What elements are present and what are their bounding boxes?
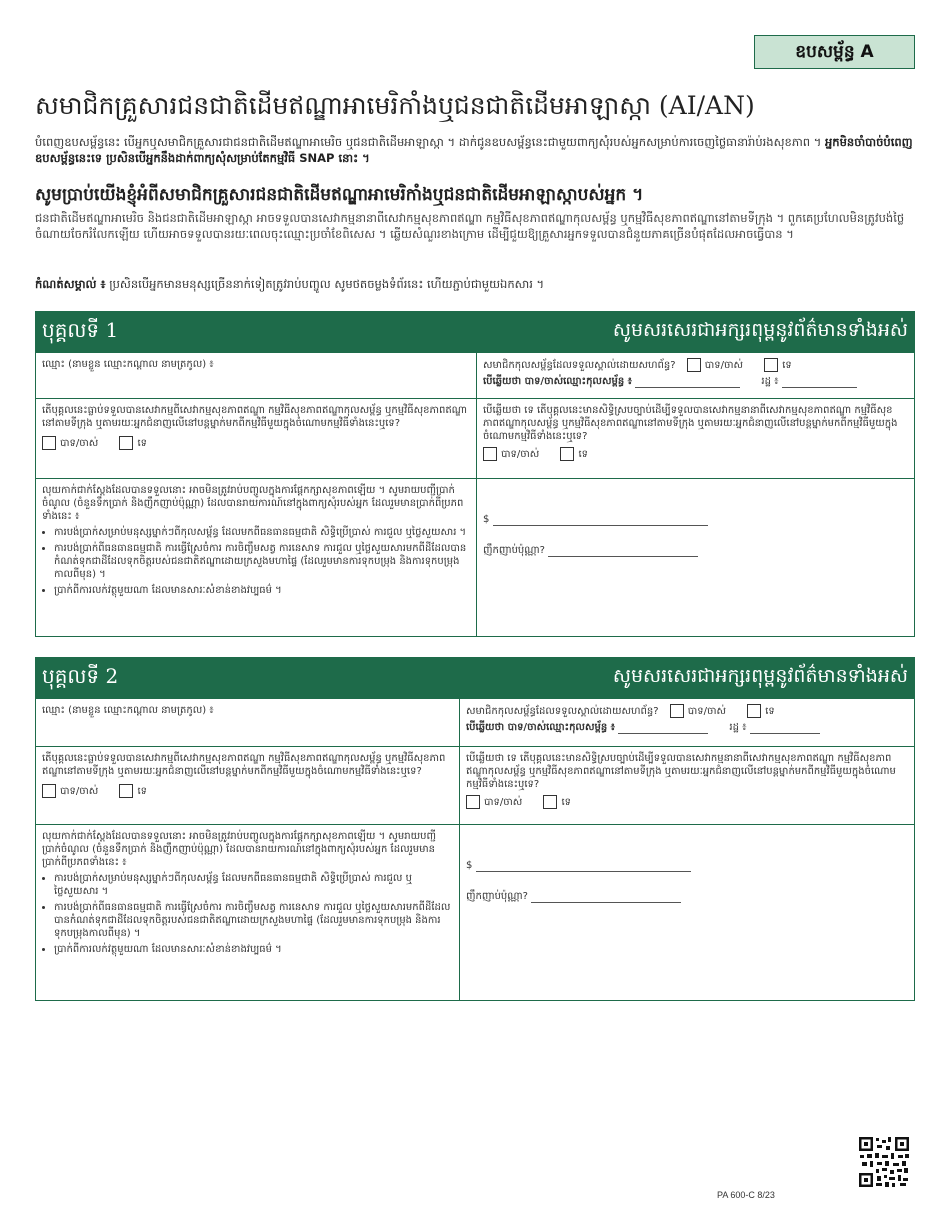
person-1-received-no-checkbox[interactable] (119, 436, 133, 450)
person-2-eligible-no-checkbox[interactable] (543, 795, 557, 809)
person-2-frequency-input[interactable] (531, 892, 681, 903)
person-1-income-intro: លុយកាក់ជាក់ស្តែងដែលបានទទួលនោះ អាចមិនត្រូវរាប់បញ្ចូលក្នុងការផ្តែកក្សាសុខភាពឡើយ ។ សូមរាយបញ្ជីប្រាក់ចំណូល (ចំនួនទឹកប្រាក់ និងញឹកញាប់ប៉ុណ្ណា) ដែលបានរាយការណ៍នៅក្នុងពាក្យសុំរបស់អ្នក ដែលរួមមានប្រាក់ពីប្រភពទាំងនេះ ៖ (42, 485, 464, 522)
person-1-eligible-yes-checkbox[interactable] (483, 447, 497, 461)
person-2-income-intro: លុយកាក់ជាក់ស្តែងដែលបានទទួលនោះ អាចមិនត្រូវរាប់បញ្ចូលក្នុងការផ្តែកក្សាសុខភាពឡើយ ។ សូមរាយបញ្ជីប្រាក់ចំណូល (ចំនួនទឹកប្រាក់ និងញឹកញាប់ប៉ុណ្ណា) ដែលបានរាយការណ៍នៅក្នុងពាក្យសុំរបស់អ្នក ដែលរួមមានប្រាក់ពីប្រភពទាំងនេះ ៖ (42, 831, 437, 868)
person-1-received-yes-checkbox[interactable] (42, 436, 56, 450)
person-1-amount-cell (476, 479, 914, 636)
form-id: PA 600-C 8/23 (717, 1190, 775, 1200)
intro-bold-text: អ្នកមិនចាំបាច់បំពេញឧបសម្ព័ន្ធនេះទេ ប្រសិនបើអ្នកនឹងដាក់ពាក្យសុំសម្រាប់តែកម្មវិធី SNAP នោះ ។ (35, 135, 913, 165)
person-1-received-cell (36, 399, 476, 478)
person-2-member-yes-checkbox[interactable] (670, 704, 684, 718)
person-2-section (35, 657, 915, 1001)
person-1-eligible-cell (476, 399, 914, 478)
person-2-member-no-label: ទេ (765, 705, 775, 717)
person-2-header (36, 658, 914, 698)
person-1-frequency-input[interactable] (548, 546, 698, 557)
person-1-received-question: តើបុគ្គលនេះធ្លាប់ទទួលបានសេវាកម្មពីសេវាកម្មសុខភាពឥណ្ឌា កម្មវិធីសុខភាពឥណ្ឌាកុលសម្ព័ន្ធ ឬកម្មវិធីសុខភាពឥណ្ឌានៅតាមទីក្រុង ឬតាមរយៈអ្នកជំនាញលើនៅបន្តម្នាក់មកពីកម្មវិធីមួយក្នុងចំណោមកម្មវិធីទាំងនេះឬទេ? (42, 405, 468, 429)
person-2-amount-input[interactable] (476, 861, 691, 872)
person-1-tribe-input[interactable] (635, 377, 740, 388)
person-2-instruction: សូមសរសេរជាអក្សរពុម្ពនូវព័ត៌មានទាំងអស់ (612, 665, 908, 687)
person-1-eligible-no-checkbox[interactable] (560, 447, 574, 461)
person-2-received-cell (36, 747, 459, 824)
person-1-header (36, 312, 914, 352)
person-1-name-field[interactable] (36, 353, 476, 398)
person-2-member-no-checkbox[interactable] (747, 704, 761, 718)
bullet-item: • ការបង់ប្រាក់ពីធនធានធម្មជាតិ ការធ្វើស្រែចំការ ការចិញ្ចឹមសត្វ ការនេសាទ ការជួល ឬថ្លៃសួយសារមកពីដីដែលបានកំណត់ទុកជាដីដែលទុកចិត្តរបស់ជនជាតិឥណ្ឌាដោយក្រសួងមហាផ្ទៃ (ដែលរួមមានការទុកបម្រុង និងការទុកបម្រុងកាលពីមុន) ។ (54, 542, 470, 581)
person-2-income-bullets (42, 872, 453, 956)
person-2-received-no-label: ទេ (137, 785, 147, 797)
person-1-income-bullets (42, 526, 470, 597)
person-2-income-cell (36, 825, 459, 1000)
bullet-item: • ប្រាក់ពីការលក់វត្ថុមួយណា ដែលមានសារៈសំខាន់ខាងវប្បធម៌ ។ (54, 584, 470, 597)
person-1-member-no-checkbox[interactable] (764, 358, 778, 372)
person-1-label: បុគ្គលទី 1 (42, 318, 119, 342)
bullet-item: • ប្រាក់ពីការលក់វត្ថុមួយណា ដែលមានសារៈសំខាន់ខាងវប្បធម៌ ។ (54, 943, 453, 956)
person-2-eligible-cell (459, 747, 914, 824)
person-1-member-yes-checkbox[interactable] (687, 358, 701, 372)
person-1-member-yes-label: បាទ/ចាស់ (704, 359, 744, 371)
person-2-name-label: ឈ្មោះ (នាមខ្លួន ឈ្មោះកណ្តាល នាមត្រកូល) ៖ (42, 705, 214, 716)
person-2-received-question: តើបុគ្គលនេះធ្លាប់ទទួលបានសេវាកម្មពីសេវាកម្មសុខភាពឥណ្ឌា កម្មវិធីសុខភាពឥណ្ឌាកុលសម្ព័ន្ធ ឬកម្មវិធីសុខភាពឥណ្ឌានៅតាមទីក្រុង ឬតាមរយៈអ្នកជំនាញលើនៅបន្តម្នាក់មកពីកម្មវិធីមួយក្នុងចំណោមកម្មវិធីទាំងនេះឬទេ? (42, 753, 446, 777)
person-1-name-label: ឈ្មោះ (នាមខ្លួន ឈ្មោះកណ្តាល នាមត្រកូល) ៖ (42, 359, 214, 370)
person-1-income-cell (36, 479, 476, 636)
person-2-eligible-yes-checkbox[interactable] (466, 795, 480, 809)
person-1-tribe-label: បើឆ្លើយថា បាទ/ចាស់ឈ្មោះកុលសម្ព័ន្ធ ៖ (483, 376, 633, 387)
person-2-tribe-label: បើឆ្លើយថា បាទ/ចាស់ឈ្មោះកុលសម្ព័ន្ធ ៖ (466, 722, 616, 733)
person-1-member-no-label: ទេ (782, 359, 792, 371)
person-1-eligible-no-label: ទេ (578, 448, 588, 460)
person-2-amount-label: $ (466, 860, 473, 871)
person-1-member-question: សមាជិកកុលសម្ព័ន្ធដែលទទួលស្គាល់ដោយសហព័ន្ធ? (483, 360, 676, 371)
person-2-received-yes-checkbox[interactable] (42, 784, 56, 798)
bullet-item: • ការបង់ប្រាក់សម្រាប់មនុស្សម្នាក់ៗពីកុលសម្ព័ន្ធ ដែលមកពីធនធានធម្មជាតិ សិទ្ធិប្រើប្រាស់ ការជួល ឬថ្លៃសួយសារ ។ (54, 526, 470, 539)
person-2-received-yes-label: បាទ/ចាស់ (60, 785, 99, 797)
person-1-state-input[interactable] (782, 377, 857, 388)
appendix-tag: ឧបសម្ព័ន្ធ A (754, 35, 915, 69)
page-title: សមាជិកគ្រួសារជនជាតិដើមឥណ្ឌាអាមេរិកាំងឬជនជាតិដើមអាឡាស្កា (AI/AN) (35, 91, 755, 120)
person-2-label: បុគ្គលទី 2 (42, 664, 119, 688)
section-heading: សូមប្រាប់យើងខ្ញុំអំពីសមាជិកគ្រួសារជនជាតិដើមឥណ្ឌាអាមេរិកាំងឬជនជាតិដើមអាឡាស្កាបស់អ្នក ។ (35, 185, 644, 205)
person-1-eligible-question: បើឆ្លើយថា ទេ តើបុគ្គលនេះមានសិទ្ធិស្របច្បាប់ដើម្បីទទួលបានសេវាកម្មនានាពីសេវាកម្មសុខភាពឥណ្ឌា កម្មវិធីសុខភាពឥណ្ឌាកុលសម្ព័ន្ធ ឬកម្មវិធីសុខភាពឥណ្ឌានៅតាមទីក្រុង ឬតាមរយៈអ្នកជំនាញលើនៅបន្តម្នាក់មកពីកម្មវិធីមួយក្នុងចំណោមកម្មវិធីទាំងនេះឬទេ? (483, 405, 898, 442)
person-2-eligible-yes-label: បាទ/ចាស់ (484, 796, 523, 808)
person-2-received-no-checkbox[interactable] (119, 784, 133, 798)
person-2-state-input[interactable] (750, 723, 820, 734)
person-2-tribe-input[interactable] (618, 723, 708, 734)
person-2-member-question: សមាជិកកុលសម្ព័ន្ធដែលទទួលស្គាល់ដោយសហព័ន្ធ? (466, 706, 659, 717)
person-1-eligible-yes-label: បាទ/ចាស់ (501, 448, 540, 460)
person-2-eligible-question: បើឆ្លើយថា ទេ តើបុគ្គលនេះមានសិទ្ធិស្របច្បាប់ដើម្បីទទួលបានសេវាកម្មនានាពីសេវាកម្មសុខភាពឥណ្ឌា កម្មវិធីសុខភាពឥណ្ឌាកុលសម្ព័ន្ធ ឬកម្មវិធីសុខភាពឥណ្ឌានៅតាមទីក្រុង ឬតាមរយៈអ្នកជំនាញលើនៅបន្តម្នាក់មកពីកម្មវិធីមួយក្នុងចំណោមកម្មវិធីទាំងនេះឬទេ? (466, 753, 896, 790)
person-2-tribe-cell (459, 699, 914, 746)
person-2-state-label: រដ្ឋ ៖ (729, 722, 747, 733)
person-1-tribe-cell (476, 353, 914, 398)
person-2-name-field[interactable] (36, 699, 459, 746)
note-label: កំណត់សម្គាល់ ៖ (35, 277, 106, 291)
person-1-state-label: រដ្ឋ ៖ (761, 376, 779, 387)
intro-paragraph (35, 134, 915, 166)
section-description: ជនជាតិដើមឥណ្ឌាអាមេរិច និងជនជាតិដើមអាឡាស្កា អាចទទួលបានសេវាកម្មនានាពីសេវាកម្មសុខភាពឥណ្ឌា កម្មវិធីសុខភាពឥណ្ឌាកុលសម្ព័ន្ធ ឬកម្មវិធីសុខភាពឥណ្ឌានៅតាមទីក្រុង ។ ពួកគេប្រហែលមិនត្រូវបង់ថ្លៃចំណាយចែករំលែកឡើយ ហើយអាចទទួលបានរយៈពេលចុះឈ្មោះប្រចាំខែពិសេស ។ ឆ្លើយសំណួរខាងក្រោម ដើម្បីជួយឱ្យគ្រួសារអ្នកទទួលបានជំនួយភាគច្រើនបំផុតដែលអាចធ្វើបាន ។ (35, 211, 905, 241)
note-text: ប្រសិនបើអ្នកមានមនុស្សច្រើននាក់ទៀតត្រូវរាប់បញ្ចូល សូមថតចម្លងទំព័រនេះ ហើយភ្ជាប់ជាមួយឯកសារ ។ (109, 277, 545, 291)
intro-text: បំពេញឧបសម្ព័ន្ធនេះ បើអ្នកឬសមាជិកគ្រួសារជាជនជាតិដើមឥណ្ឌាអាមេរិច ឬជនជាតិដើមអាឡាស្កា ។ ដាក់ជូនឧបសម្ព័ន្ធនេះជាមួយពាក្យសុំរបស់អ្នកសម្រាប់ការចេញថ្លៃធានារ៉ាប់រងសុខភាព ។ (35, 135, 822, 149)
person-1-frequency-label: ញឹកញាប់ប៉ុណ្ណា? (483, 545, 545, 556)
person-2-amount-cell (459, 825, 914, 1000)
bullet-item: • ការបង់ប្រាក់ពីធនធានធម្មជាតិ ការធ្វើស្រែចំការ ការចិញ្ចឹមសត្វ ការនេសាទ ការជួល ឬថ្លៃសួយសារមកពីដីដែលបានកំណត់ទុកជាដីដែលទុកចិត្តរបស់ជនជាតិឥណ្ឌាដោយក្រសួងមហាផ្ទៃ (ដែលរួមមានការទុកបម្រុង និងការទុកបម្រុងកាលពីមុន) ។ (54, 901, 453, 940)
qr-code-icon (858, 1136, 910, 1188)
person-2-frequency-label: ញឹកញាប់ប៉ុណ្ណា? (466, 891, 528, 902)
person-2-member-yes-label: បាទ/ចាស់ (687, 705, 727, 717)
bullet-item: • ការបង់ប្រាក់សម្រាប់មនុស្សម្នាក់ៗពីកុលសម្ព័ន្ធ ដែលមកពីធនធានធម្មជាតិ សិទ្ធិប្រើប្រាស់ ការជួល ឬថ្លៃសួយសារ ។ (54, 872, 453, 898)
person-1-received-yes-label: បាទ/ចាស់ (60, 437, 99, 449)
person-2-eligible-no-label: ទេ (561, 796, 571, 808)
person-1-instruction: សូមសរសេរជាអក្សរពុម្ពនូវព័ត៌មានទាំងអស់ (612, 319, 908, 341)
person-1-amount-input[interactable] (493, 515, 708, 526)
person-1-received-no-label: ទេ (137, 437, 147, 449)
note (35, 276, 915, 292)
person-1-section (35, 311, 915, 637)
person-1-amount-label: $ (483, 514, 490, 525)
